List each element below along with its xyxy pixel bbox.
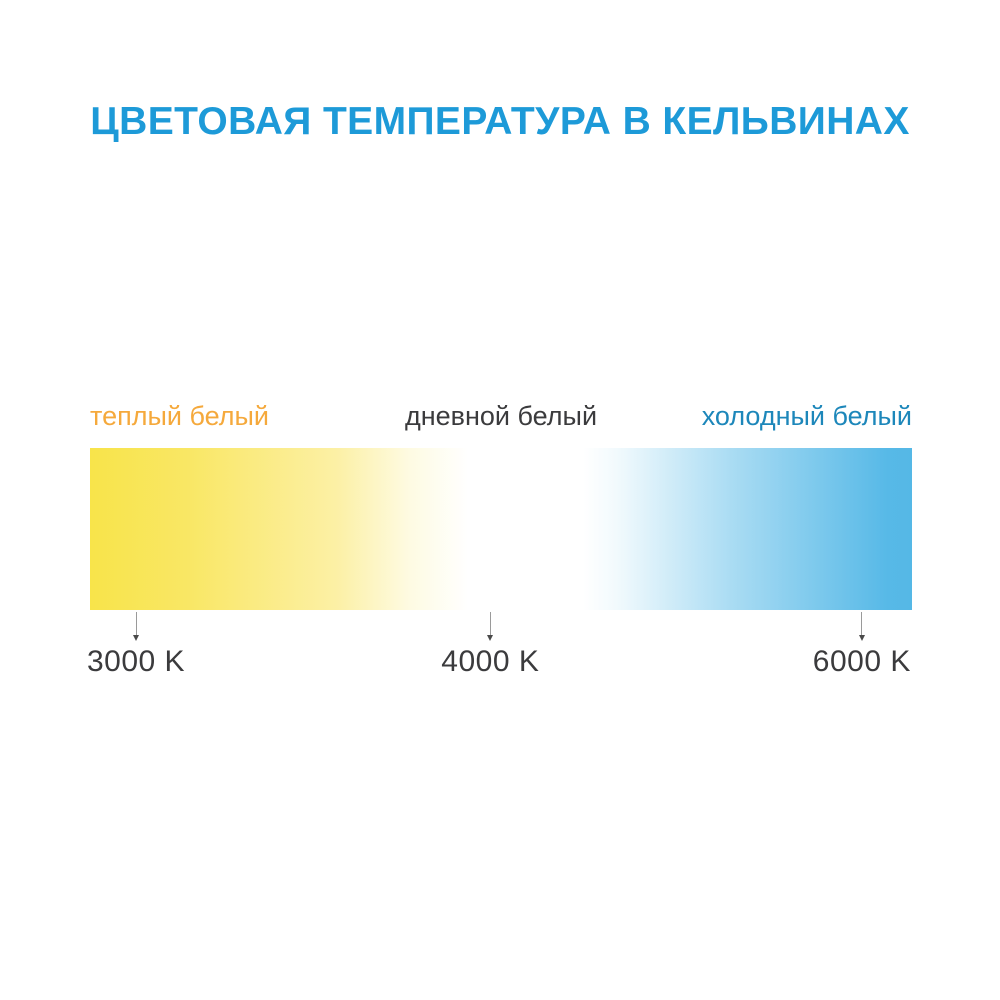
tick-label-4000k: 4000 K (441, 645, 540, 678)
color-temperature-scale (86, 400, 912, 680)
temperature-gradient-bar (90, 448, 912, 610)
tick-arrow-icon (859, 635, 865, 641)
tick-line (861, 612, 862, 635)
tick-label-6000k: 6000 K (812, 645, 911, 678)
tick-label-3000k: 3000 K (86, 645, 186, 678)
tick-line (136, 612, 137, 635)
cold-white-label: холодный белый (701, 401, 912, 431)
tick-line (490, 612, 491, 635)
tick-arrow-icon (133, 635, 139, 641)
warm-white-label: теплый белый (90, 401, 269, 431)
page-title: ЦВЕТОВАЯ ТЕМПЕРАТУРА В КЕЛЬВИНАХ (90, 100, 910, 143)
zone-labels-row (90, 400, 912, 434)
daylight-white-label: дневной белый (404, 401, 598, 431)
tick-arrow-icon (487, 635, 493, 641)
